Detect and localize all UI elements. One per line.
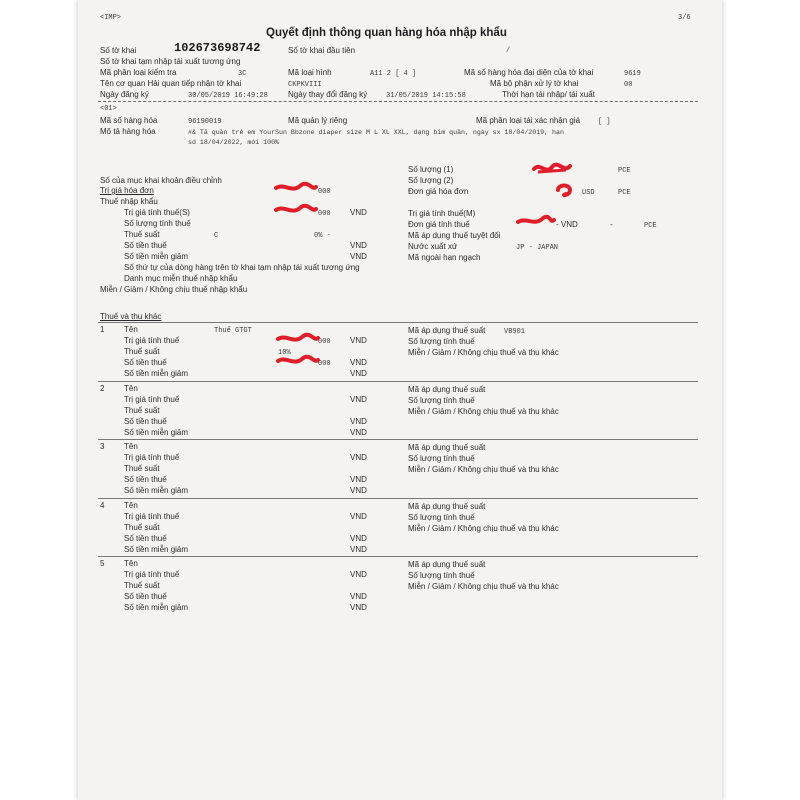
ma-so-hang-hoa-value: 96190019 [188, 118, 222, 126]
imp-tag: <IMP> [100, 14, 122, 22]
tax-ma-ap-dung-label: Mã áp dụng thuế suất [408, 443, 486, 452]
vnd: VND [350, 511, 367, 521]
tax-so-tien-mien-giam-label: Số tiền miễn giảm [124, 486, 189, 495]
redaction-mark [554, 182, 576, 198]
so-to-khai-value: 102673698742 [174, 41, 261, 55]
so-luong-tinh-thue-label: Số lượng tính thuế [124, 219, 191, 228]
vnd: VND [350, 416, 367, 426]
vnd: VND [350, 570, 367, 579]
so-thu-tu-label: Số thứ tự của dòng hàng trên tờ khai tạm nhập tái xuất tương ứng [124, 263, 360, 272]
tax-ten-label: Tên [124, 442, 138, 451]
separator [98, 439, 698, 440]
tax-row-number: 2 [100, 383, 105, 393]
tax-thue-suat-label: Thuế suất [124, 522, 160, 532]
tax-ma-ap-dung-label: Mã áp dụng thuế suất [408, 501, 486, 511]
tax-so-luong-label: Số lượng tính thuế [408, 571, 475, 580]
phan-loai-kiem-tra-label: Mã phân loại kiểm tra [100, 68, 177, 77]
tax-ten-label: Tên [124, 500, 138, 510]
tax-mien-giam-label: Miễn / Giảm / Không chịu thuế và thu khác [408, 348, 559, 357]
tax-ten-value: Thuế GTGT [214, 327, 252, 335]
so-luong-1-unit: PCE [618, 167, 631, 175]
tax-ten-label: Tên [124, 383, 138, 393]
vnd: VND [350, 427, 367, 437]
tax-tri-gia-value: 000 [318, 338, 331, 346]
vnd: VND [350, 358, 367, 367]
nuoc-xuat-xu-value: JP - JAPAN [516, 244, 559, 252]
so-luong-2-label: Số lượng (2) [408, 176, 454, 185]
dai-dien-label: Mã số hàng hóa đại diện của tờ khai [464, 68, 594, 77]
tax-ma-ap-dung-label: Mã áp dụng thuế suất [408, 326, 486, 335]
thue-suat-code: C [214, 232, 219, 240]
declaration-page [78, 0, 722, 800]
redaction-mark [274, 181, 318, 195]
tax-so-tien-mien-giam-label: Số tiền miễn giảm [124, 369, 189, 378]
don-gia-hoa-don-unit: PCE [618, 189, 631, 197]
item-index: <01> [100, 105, 117, 113]
tax-tri-gia-label: Trị giá tính thuế [124, 570, 180, 579]
tax-tri-gia-label: Trị giá tính thuế [124, 336, 180, 345]
don-gia-hoa-don-currency: USD [582, 189, 595, 197]
tri-gia-hoa-don-label: Trị giá hóa đơn [100, 186, 154, 195]
tax-so-tien-mien-giam-label: Số tiền miễn giảm [124, 544, 189, 554]
tax-thue-suat-label: Thuế suất [124, 464, 160, 473]
tax-so-luong-label: Số lượng tính thuế [408, 395, 475, 405]
tax-so-luong-label: Số lượng tính thuế [408, 512, 475, 522]
tax-thue-suat-value: 10% [278, 349, 291, 357]
document-title: Quyết định thông quan hàng hóa nhập khẩu [266, 27, 507, 39]
so-luong-1-label: Số lượng (1) [408, 165, 454, 174]
thue-suat-value: 0% - [314, 232, 331, 240]
tax-mien-giam-label: Miễn / Giảm / Không chịu thuế và thu khác [408, 406, 559, 416]
tax-so-tien-thue-label: Số tiền thuế [124, 358, 167, 367]
tam-nhap-label: Số tờ khai tạm nhập tái xuất tương ứng [100, 57, 241, 66]
tax-so-tien-value: 000 [318, 360, 331, 368]
ma-loai-hinh-value: A11 2 [ 4 ] [370, 70, 417, 78]
tax-so-tien-thue-label: Số tiền thuế [124, 592, 167, 601]
tax-row-number: 5 [100, 559, 105, 568]
tax-row-number: 1 [100, 325, 105, 334]
tax-mien-giam-label: Miễn / Giảm / Không chịu thuế và thu khác [408, 523, 559, 533]
so-tien-mien-giam-label: Số tiền miễn giảm [124, 252, 189, 261]
separator [98, 556, 698, 557]
mo-ta-line-1: #& Tã quần trẻ em YourSun Bbzone diaper size M L XL XXL, dạng bỉm quần, ngày sx 18/04/2019, hạn [188, 129, 564, 136]
vnd: VND [350, 592, 367, 601]
tax-so-tien-thue-label: Số tiền thuế [124, 533, 167, 543]
tax-so-tien-mien-giam-label: Số tiền miễn giảm [124, 603, 189, 612]
tax-ma-ap-dung-label: Mã áp dụng thuế suất [408, 384, 486, 394]
ngay-thay-doi-value: 31/05/2019 14:15:58 [386, 92, 466, 100]
redaction-mark [276, 332, 320, 346]
mien-giam-nk-label: Miễn / Giảm / Không chịu thuế nhập khẩu [100, 285, 248, 294]
nuoc-xuat-xu-label: Nước xuất xứ [408, 242, 458, 251]
don-gia-tinh-thue-label: Đơn giá tính thuế [408, 220, 470, 229]
tax-ma-ap-dung-label: Mã áp dụng thuế suất [408, 560, 486, 569]
ngay-dang-ky-value: 30/05/2019 16:49:28 [188, 92, 268, 100]
vnd: VND [350, 208, 367, 217]
vnd: VND [350, 603, 367, 612]
tri-gia-tinh-thue-s-label: Trị giá tính thuế(S) [124, 208, 190, 217]
tri-gia-hoa-don-value: 000 [318, 188, 331, 196]
danh-muc-label: Danh mục miễn thuế nhập khẩu [124, 274, 238, 283]
tax-ten-label: Tên [124, 325, 138, 334]
tax-so-luong-label: Số lượng tính thuế [408, 337, 475, 346]
tax-mien-giam-label: Miễn / Giảm / Không chịu thuế và thu khác [408, 465, 559, 474]
phan-loai-tai-xac-nhan-label: Mã phân loại tái xác nhận giá [476, 116, 581, 125]
thue-suat-label: Thuế suất [124, 230, 160, 239]
bo-phan-xu-ly-value: 00 [624, 81, 633, 89]
separator [98, 101, 698, 102]
tax-so-tien-thue-label: Số tiền thuế [124, 475, 167, 484]
phan-loai-kiem-tra-value: 3C [238, 70, 247, 78]
ma-so-hang-hoa-label: Mã số hàng hóa [100, 116, 158, 125]
so-to-khai-label: Số tờ khai [100, 46, 137, 55]
vnd: VND [350, 544, 367, 554]
don-gia-tinh-thue-unit: PCE [644, 222, 657, 230]
tax-row-number: 3 [100, 442, 105, 451]
vnd: VND [350, 453, 367, 462]
vnd: VND [350, 252, 367, 261]
tax-thue-suat-label: Thuế suất [124, 405, 160, 415]
tax-tri-gia-label: Trị giá tính thuế [124, 453, 180, 462]
vnd: VND [350, 475, 367, 484]
separator [98, 498, 698, 499]
tax-mien-giam-label: Miễn / Giảm / Không chịu thuế và thu khác [408, 582, 559, 591]
tri-gia-tinh-thue-s-value: 000 [318, 210, 331, 218]
tri-gia-tinh-thue-m-label: Trị giá tính thuế(M) [408, 209, 476, 218]
dash: - [610, 220, 613, 229]
tax-so-luong-label: Số lượng tính thuế [408, 454, 475, 463]
vnd: VND [350, 369, 367, 378]
co-quan-hq-value: CKPKVIII [288, 81, 322, 89]
slash: / [506, 47, 511, 55]
ngay-dang-ky-label: Ngày đăng ký [100, 90, 149, 99]
phan-loai-tai-xac-nhan-value: [ ] [598, 118, 611, 126]
thue-thu-khac-label: Thuế và thu khác [100, 312, 162, 321]
redaction-mark [274, 203, 318, 217]
tax-thue-suat-label: Thuế suất [124, 347, 160, 356]
vnd: VND [350, 241, 367, 250]
vnd: VND [350, 336, 367, 345]
tax-tri-gia-label: Trị giá tính thuế [124, 394, 180, 404]
tuyet-doi-label: Mã áp dụng thuế tuyệt đối [408, 231, 501, 240]
tax-row-number: 4 [100, 500, 105, 510]
don-gia-hoa-don-label: Đơn giá hóa đơn [408, 187, 469, 196]
vnd: VND [350, 486, 367, 495]
separator [98, 381, 698, 382]
redaction-mark [276, 354, 320, 368]
bo-phan-xu-ly-label: Mã bộ phận xử lý tờ khai [490, 79, 579, 88]
dieu-chinh-label: Số của mục khai khoản điều chỉnh [100, 176, 222, 185]
mo-ta-line-2: sd 18/04/2022, mới 100% [188, 139, 280, 146]
vnd: VND [350, 533, 367, 543]
ngoai-han-ngach-label: Mã ngoài hạn ngạch [408, 253, 481, 262]
mo-ta-label: Mô tả hàng hóa [100, 127, 156, 136]
tax-ma-ap-dung-value: VB901 [504, 328, 526, 336]
redaction-mark [532, 160, 572, 178]
thoi-han-label: Thời hạn tái nhập/ tái xuất [502, 90, 595, 99]
so-tien-thue-label: Số tiền thuế [124, 241, 167, 250]
tax-ten-label: Tên [124, 559, 138, 568]
don-gia-tinh-thue-vnd: - VND [556, 220, 578, 229]
thue-nhap-khau-label: Thuế nhập khẩu [100, 197, 158, 206]
redaction-mark [516, 214, 556, 228]
tax-thue-suat-label: Thuế suất [124, 581, 160, 590]
vnd: VND [350, 394, 367, 404]
separator [98, 322, 698, 323]
so-to-khai-dau-tien-label: Số tờ khai đầu tiên [288, 46, 356, 55]
ma-quan-ly-rieng-label: Mã quản lý riêng [288, 116, 348, 125]
ma-loai-hinh-label: Mã loại hình [288, 68, 332, 77]
dai-dien-value: 9619 [624, 70, 641, 78]
tax-so-tien-mien-giam-label: Số tiền miễn giảm [124, 427, 189, 437]
page-number: 3/6 [678, 14, 691, 22]
ngay-thay-doi-label: Ngày thay đổi đăng ký [288, 90, 368, 99]
co-quan-hq-label: Tên cơ quan Hải quan tiếp nhận tờ khai [100, 79, 242, 88]
tax-so-tien-thue-label: Số tiền thuế [124, 416, 167, 426]
tax-tri-gia-label: Trị giá tính thuế [124, 511, 180, 521]
